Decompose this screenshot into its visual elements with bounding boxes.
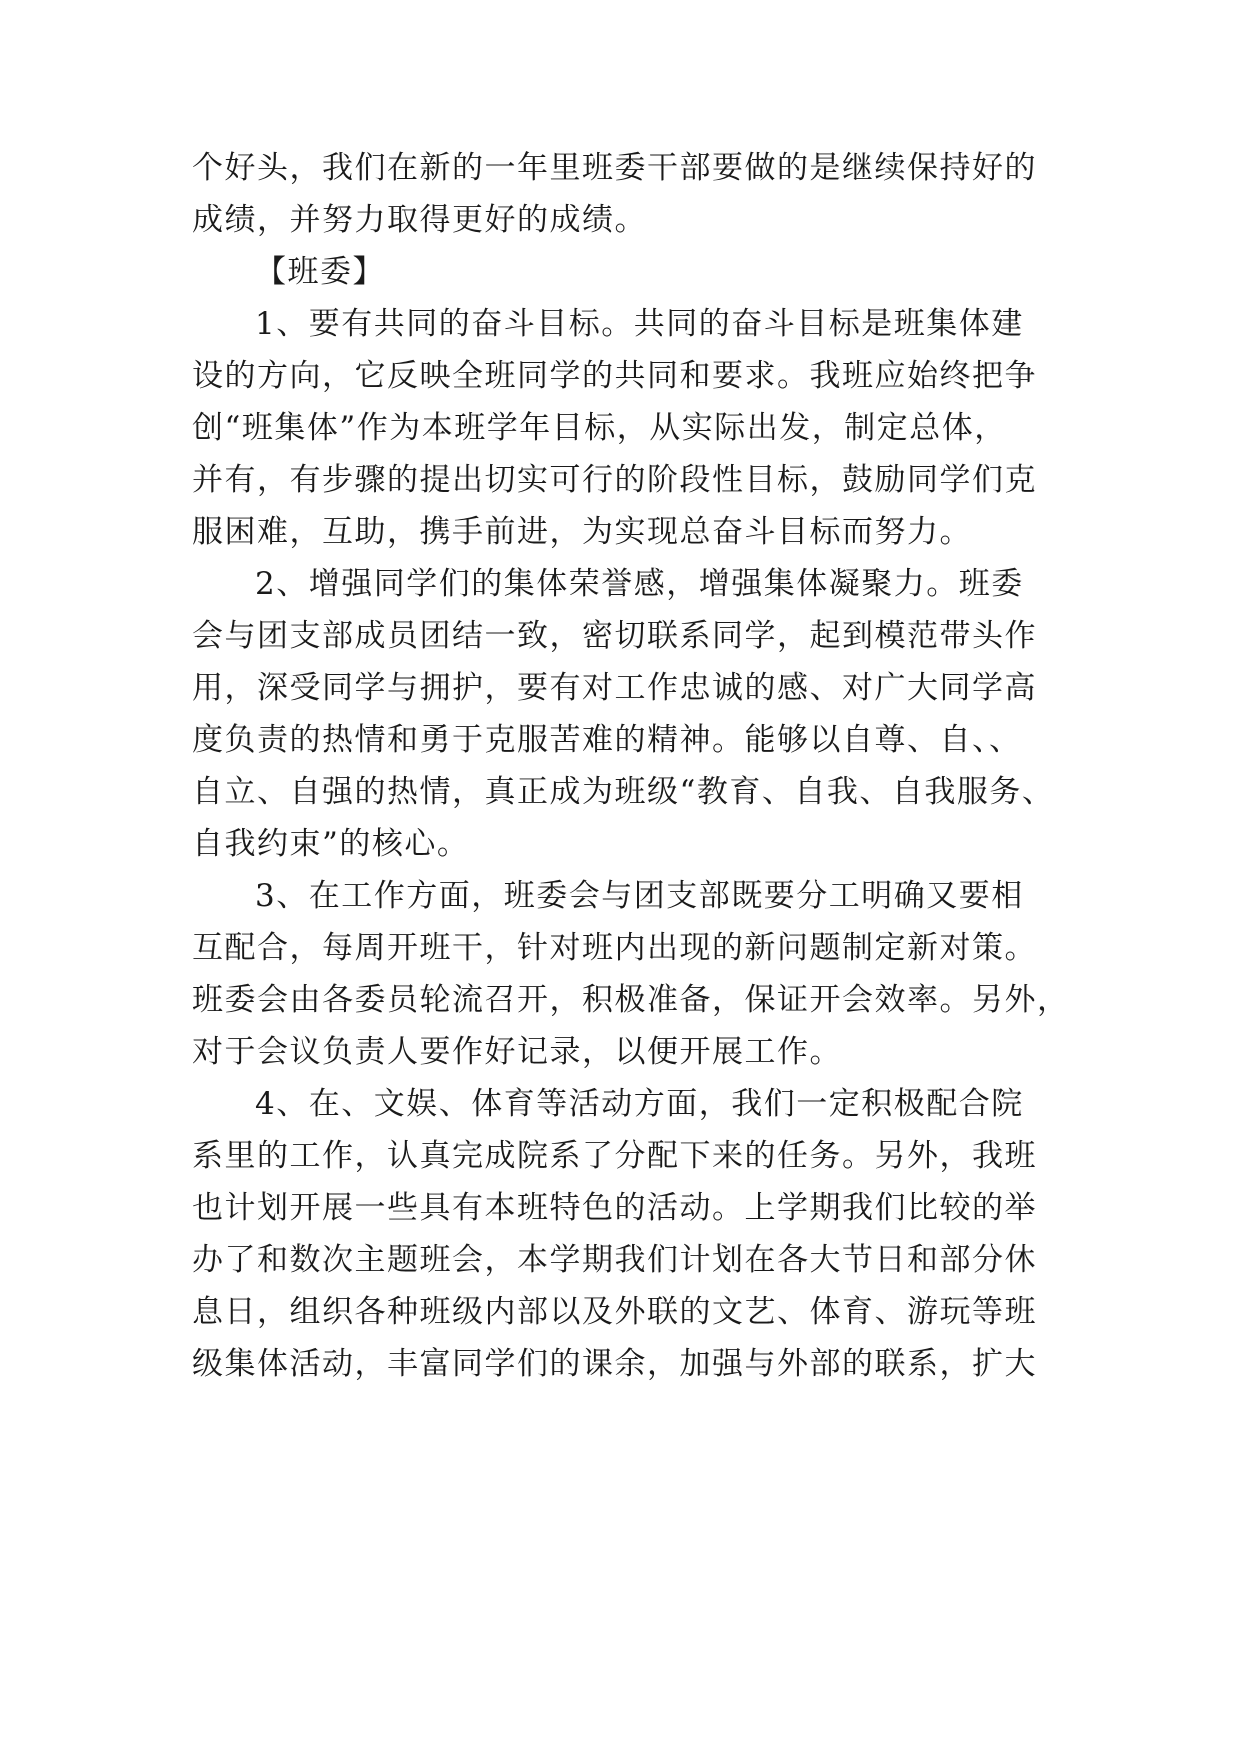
paragraph-line: 2、增强同学们的集体荣誉感，增强集体凝聚力。班委 — [255, 566, 1024, 602]
paragraph-line: 自立、自强的热情，真正成为班级“教育、自我、自我服务、 — [192, 774, 1055, 810]
paragraph-line: 互配合，每周开班干，针对班内出现的新问题制定新对策。 — [192, 930, 1037, 966]
paragraph-line: 个好头，我们在新的一年里班委干部要做的是继续保持好的 — [192, 150, 1037, 186]
paragraph-line: 也计划开展一些具有本班特色的活动。上学期我们比较的举 — [192, 1190, 1037, 1226]
paragraph-line: 系里的工作，认真完成院系了分配下来的任务。另外，我班 — [192, 1138, 1037, 1174]
paragraph-line: 创“班集体”作为本班学年目标，从实际出发，制定总体， — [192, 410, 1007, 446]
paragraph-line: 1、要有共同的奋斗目标。共同的奋斗目标是班集体建 — [255, 306, 1024, 342]
paragraph-line: 班委会由各委员轮流召开，积极准备，保证开会效率。另外， — [192, 982, 1070, 1018]
paragraph-line: 用，深受同学与拥护，要有对工作忠诚的感、对广大同学高 — [192, 670, 1037, 706]
paragraph-line: 办了和数次主题班会，本学期我们计划在各大节日和部分休 — [192, 1242, 1037, 1278]
paragraph-line: 级集体活动，丰富同学们的课余，加强与外部的联系，扩大 — [192, 1346, 1037, 1382]
paragraph-line: 并有，有步骤的提出切实可行的阶段性目标，鼓励同学们克 — [192, 462, 1037, 498]
paragraph-line: 3、在工作方面，班委会与团支部既要分工明确又要相 — [255, 878, 1024, 914]
paragraph-line: 4、在、文娱、体育等活动方面，我们一定积极配合院 — [255, 1086, 1024, 1122]
paragraph-line: 自我约束”的核心。 — [192, 826, 470, 862]
paragraph-line: 会与团支部成员团结一致，密切联系同学，起到模范带头作 — [192, 618, 1037, 654]
paragraph-line: 度负责的热情和勇于克服苦难的精神。能够以自尊、自、、 — [192, 722, 1022, 758]
paragraph-line: 息日，组织各种班级内部以及外联的文艺、体育、游玩等班 — [192, 1294, 1037, 1330]
section-heading: 【班委】 — [255, 254, 385, 290]
paragraph-line: 服困难，互助，携手前进，为实现总奋斗目标而努力。 — [192, 514, 972, 550]
paragraph-line: 成绩，并努力取得更好的成绩。 — [192, 202, 647, 238]
paragraph-line: 设的方向，它反映全班同学的共同和要求。我班应始终把争 — [192, 358, 1037, 394]
paragraph-line: 对于会议负责人要作好记录，以便开展工作。 — [192, 1034, 842, 1070]
